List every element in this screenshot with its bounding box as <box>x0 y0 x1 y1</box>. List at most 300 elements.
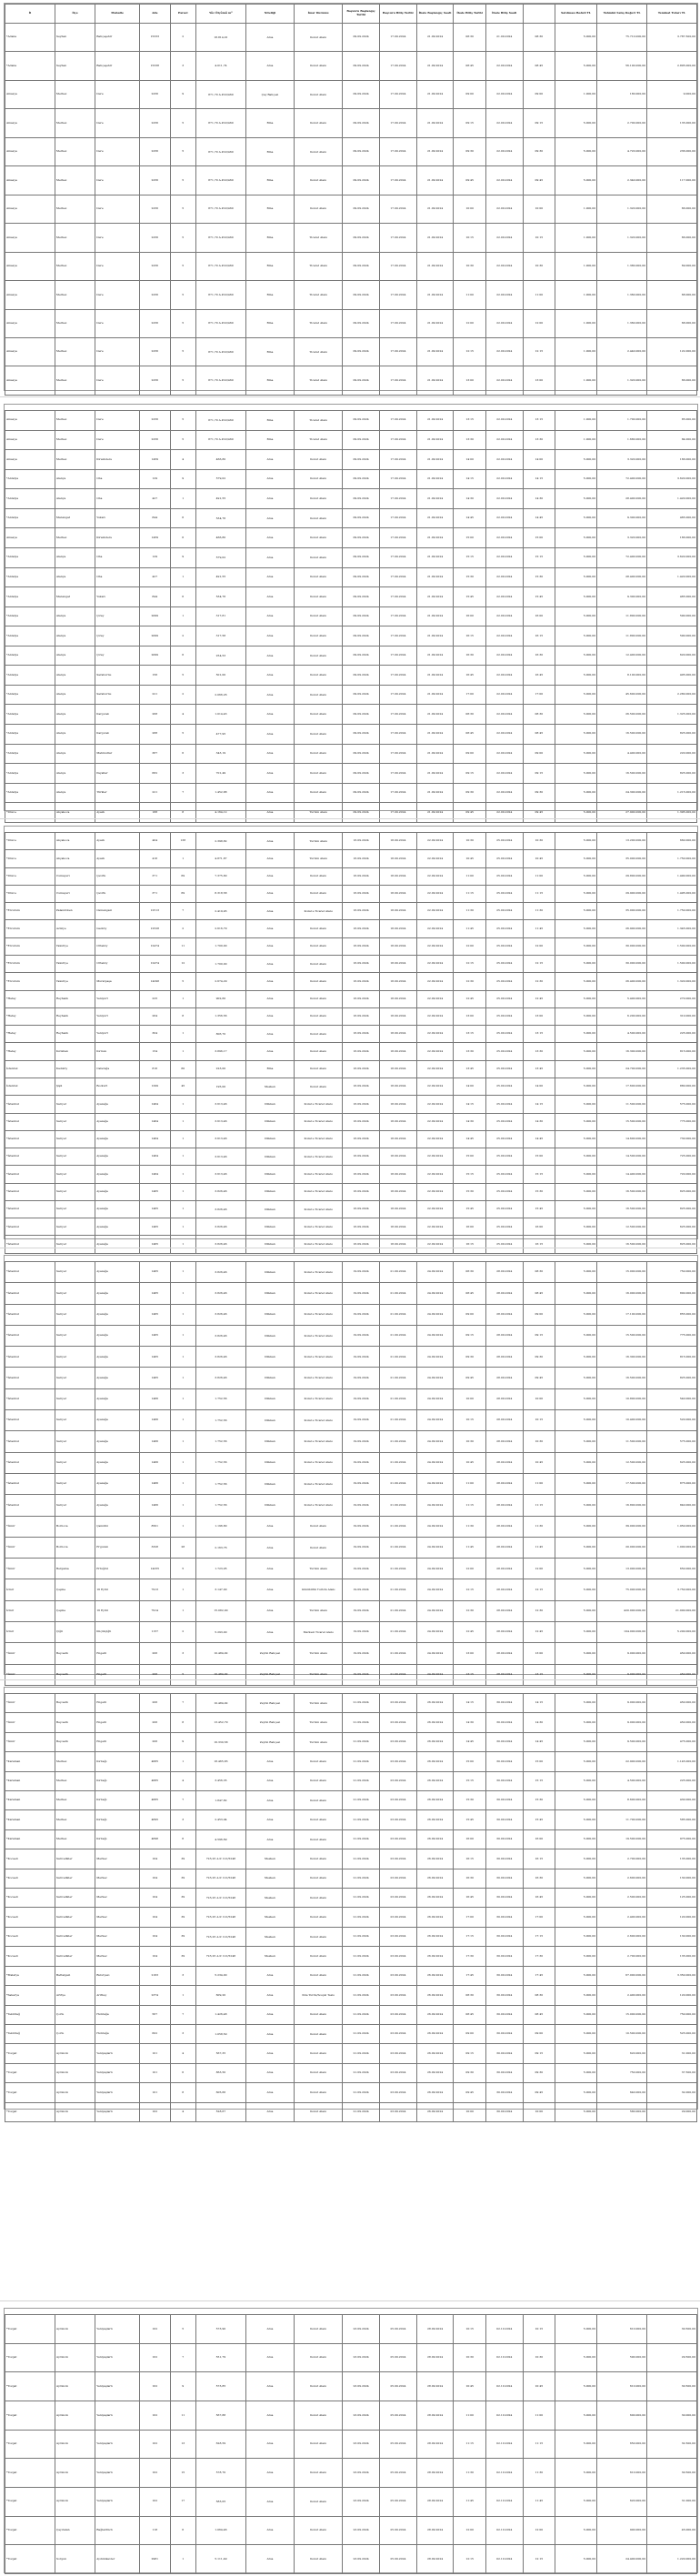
table-cell: 13:00 <box>523 1007 555 1025</box>
table-cell: 09:15 <box>523 764 555 784</box>
table-cell: 1.395.000,00 <box>647 803 697 823</box>
table-cell: 2.400.000,00 <box>597 1908 647 1927</box>
table-cell: Konut Alanı <box>295 166 343 195</box>
table-cell: Arsa <box>245 626 294 647</box>
table-cell: 13:45 <box>523 1060 555 1078</box>
table-cell: 10:30 <box>454 2343 485 2372</box>
table-cell: 16:00 <box>523 1829 555 1849</box>
table-cell: Ticaret Alanı <box>295 337 343 366</box>
table-cell: 28.09.2024 <box>485 1431 523 1452</box>
table-cell: 09.09.2024 <box>343 606 380 626</box>
table-cell: 09:00 <box>523 744 555 764</box>
table-cell: 21.09.2024 <box>379 1347 416 1368</box>
table-cell: 16.500.000,00 <box>597 764 647 784</box>
table-cell: 17.09.2024 <box>379 567 416 587</box>
table-cell: Yeniyaşlarlı <box>95 2083 140 2102</box>
table-cell: 12:15 <box>523 337 555 366</box>
table-cell: 21.09.2024 <box>416 666 454 686</box>
table-cell: 12:15 <box>454 337 485 366</box>
table-cell: 21.09.2024 <box>379 1664 416 1685</box>
table-cell: 09.09.2024 <box>343 281 380 309</box>
table-cell: Mesken <box>245 1889 294 1908</box>
table-cell: Konut Alanı <box>295 783 343 803</box>
table-cell: 11:00 <box>454 2401 485 2430</box>
table-cell: Arsa <box>245 833 294 850</box>
table-cell: 56.100.000,00 <box>597 52 647 80</box>
table-cell: 650.000,00 <box>647 1559 697 1579</box>
table-cell: 7 <box>170 2005 195 2024</box>
table-cell: *Yozgat <box>5 2343 55 2372</box>
table-cell: 12:30 <box>523 1600 555 1621</box>
table-cell: 39 <box>170 1869 195 1888</box>
table-cell: Beyoadlı <box>55 1643 95 1664</box>
table-cell: Konut Alanı <box>295 1927 343 1946</box>
table-cell: Konut Alanı <box>295 1829 343 1849</box>
table-cell: 02.10.2024 <box>485 2516 523 2545</box>
table-cell: 09:45 <box>454 166 485 195</box>
table-cell: 22.09.2024 <box>485 52 523 80</box>
table-cell: 5.000,00 <box>555 1410 597 1431</box>
table-cell: 14:30 <box>454 1713 485 1732</box>
table-cell: 3.350.000,00 <box>647 1966 697 1985</box>
table-cell: 1.000,00 <box>555 430 597 450</box>
table-cell: 30.09.2024 <box>485 1869 523 1888</box>
table-cell: Türkler <box>95 783 140 803</box>
table-cell: 21.09.2024 <box>379 1452 416 1473</box>
table-cell: 02.10.2024 <box>485 2372 523 2401</box>
table-cell: 25.09.2024 <box>485 1130 523 1148</box>
table-row <box>5 1579 697 1600</box>
table-cell: Dükkan <box>245 1113 294 1130</box>
table-cell: 16 Eylül <box>95 1600 140 1621</box>
table-cell: Çevrik <box>95 867 140 885</box>
table-cell: Hıdırağa <box>95 2005 140 2024</box>
table-cell: Turizm Alanı <box>295 1694 343 1713</box>
table-cell: Ayazağa <box>95 1495 140 1516</box>
table-cell: 21.09.2024 <box>343 1829 380 1849</box>
table-cell: 30.09.2024 <box>485 1849 523 1869</box>
table-cell: 28.09.2024 <box>416 2401 454 2430</box>
table-cell: 17.09.2024 <box>379 705 416 725</box>
table-cell: 5.000,00 <box>555 1166 597 1183</box>
table-cell: Bina <box>245 1060 294 1078</box>
column-header: İlçe <box>55 5 95 24</box>
table-cell: 24.09.2024 <box>416 1600 454 1621</box>
table-cell: 2.066,26 <box>195 685 245 705</box>
table-cell: Konut Alanı <box>295 2430 343 2459</box>
table-cell: Merkez <box>55 195 95 223</box>
table-cell: 3.750.000,00 <box>647 1579 697 1600</box>
table-cell: 264 <box>139 1007 170 1025</box>
table-cell: 22.09.2024 <box>485 252 523 280</box>
table-cell: 12:45 <box>523 1622 555 1643</box>
table-cell: 22.09.2024 <box>485 528 523 548</box>
table-cell: Arsa <box>245 2372 294 2401</box>
page-separator <box>0 396 700 397</box>
table-row <box>5 137 697 165</box>
table-cell: 590.000,00 <box>647 626 697 647</box>
table-cell: 101 <box>139 2063 170 2082</box>
table-cell: Konut Alanı <box>295 547 343 567</box>
table-cell: 11:00 <box>523 2401 555 2430</box>
table-row <box>5 764 697 784</box>
table-cell: 5.200.000,00 <box>647 1622 697 1643</box>
table-cell: 02.10.2024 <box>485 2430 523 2459</box>
table-cell: Merkez <box>55 411 95 431</box>
table-cell: 1.000,00 <box>555 195 597 223</box>
table-cell: 1 <box>170 1495 195 1516</box>
table-cell: Alanya <box>55 547 95 567</box>
table-cell: Alanya <box>55 469 95 489</box>
table-cell: 4685 <box>139 1771 170 1790</box>
table-cell: Turizm Alanı <box>295 850 343 867</box>
table-cell: 206 <box>139 1664 170 1685</box>
table-cell: 17.09.2024 <box>379 195 416 223</box>
table-cell: 28.09.2024 <box>485 1347 523 1368</box>
table-cell: *Hatay <box>5 990 55 1007</box>
table-cell: 236.000,00 <box>647 137 697 165</box>
table-cell: 825.000,00 <box>647 1368 697 1388</box>
table-cell: 84.000,00 <box>647 430 697 450</box>
table-cell: 23.09.2024 <box>379 2102 416 2121</box>
table-cell: 22.09.2024 <box>485 547 523 567</box>
table-cell: 156 <box>139 666 170 686</box>
table-cell: 19.09.2024 <box>343 1622 380 1643</box>
table-cell: 21.09.2024 <box>416 764 454 784</box>
table-cell: 1.000,00 <box>555 411 597 431</box>
table-cell: 102 <box>139 2487 170 2516</box>
table-cell: Dükkan <box>245 1368 294 1388</box>
table-row <box>5 2401 697 2430</box>
table-cell: 2256 <box>139 137 170 165</box>
table-cell: 5.000,00 <box>555 2315 597 2344</box>
table-cell: 21.09.2024 <box>343 1732 380 1751</box>
table-cell: Ayazlı <box>95 833 140 850</box>
table-cell: 1 <box>170 1368 195 1388</box>
table-cell: Zeytin Bahçesi <box>245 1694 294 1713</box>
table-row <box>5 195 697 223</box>
table-cell: 10:15 <box>523 224 555 252</box>
table-cell: 24.700.000,00 <box>597 1060 647 1078</box>
table-cell: 09:30 <box>454 2063 485 2082</box>
table-cell: 30.09.2024 <box>485 1810 523 1829</box>
table-row <box>5 1829 697 1849</box>
table-cell: Çiğli <box>55 1622 95 1643</box>
table-cell: Kirazlıdere <box>95 528 140 548</box>
table-cell: Konut+Ticaret Alanı <box>295 1347 343 1368</box>
table-cell: 2981 <box>139 2545 170 2574</box>
table-row <box>5 885 697 902</box>
table-cell: Kırbağı <box>95 1829 140 1849</box>
table-row <box>5 2430 697 2459</box>
table-cell: Konut+Ticaret Alanı <box>295 1113 343 1130</box>
table-cell: 10:45 <box>523 850 555 867</box>
table-cell: 17.09.2024 <box>379 252 416 280</box>
table-cell: 5.000,00 <box>555 666 597 686</box>
table-cell: 09.09.2024 <box>343 366 380 395</box>
table-cell: *İstanbul <box>5 1262 55 1283</box>
table-cell: 15333 <box>139 24 170 52</box>
table-cell: 871,70 A.P.22/460 <box>195 80 245 108</box>
table-cell: Sarıyer <box>55 1473 95 1494</box>
table-cell: 6 <box>170 528 195 548</box>
table-cell: 863,50 <box>195 2063 245 2082</box>
table-cell: *Malatya <box>5 1966 55 1985</box>
table-cell: Konut Alanı <box>295 2343 343 2372</box>
table-cell: 66.000,00 <box>647 195 697 223</box>
table-cell: Konut Alanı <box>295 2516 343 2545</box>
table-cell: 220.000,00 <box>647 744 697 764</box>
table-row <box>5 2005 697 2024</box>
table-cell: 1459 <box>139 450 170 470</box>
table-cell: 723,25 A.P. 121/5248 <box>195 1947 245 1966</box>
table-cell: 09.09.2024 <box>343 646 380 666</box>
table-cell: 13:00 <box>454 366 485 395</box>
table-cell: 5.000,00 <box>555 2401 597 2430</box>
table-row <box>5 2487 697 2516</box>
table-cell: 975.000,00 <box>647 1829 697 1849</box>
table-cell: 22.09.2024 <box>485 430 523 450</box>
table-cell: 11:30 <box>454 1516 485 1537</box>
table-cell: 2.805.000,00 <box>647 52 697 80</box>
table-cell: Dükkan <box>245 1495 294 1516</box>
table-cell: 16.09.2024 <box>343 1043 380 1060</box>
table-cell: 1.420.000,00 <box>647 489 697 509</box>
table-cell: 5.000,00 <box>555 1148 597 1166</box>
table-cell: 21.09.2024 <box>343 1810 380 1829</box>
table-cell: Dere <box>95 109 140 137</box>
table-cell: 21.09.2024 <box>343 1771 380 1790</box>
table-cell: Merkez <box>55 1791 95 1810</box>
table-cell: 750.000,00 <box>647 1262 697 1283</box>
table-cell: 22.09.2024 <box>485 666 523 686</box>
table-cell: 09.09.2024 <box>343 469 380 489</box>
table-cell: Konut Alanı <box>295 2083 343 2102</box>
table-cell: 09.09.2024 <box>343 109 380 137</box>
table-cell: 09:30 <box>523 137 555 165</box>
table-cell: 2.600.000,00 <box>597 1869 647 1888</box>
table-cell: 18.09.2024 <box>379 903 416 920</box>
table-cell: 5 <box>170 137 195 165</box>
table-cell: 30.000,00 <box>647 2401 697 2430</box>
table-cell: 6 <box>170 2063 195 2082</box>
table-cell: Akçakoca <box>55 803 95 823</box>
table-cell: 09.09.2024 <box>343 547 380 567</box>
table-cell: Arsa <box>245 2401 294 2430</box>
column-header <box>523 5 555 24</box>
table-cell: 08:30 <box>523 705 555 725</box>
table-row <box>5 2343 697 2372</box>
table-cell: Merkez <box>55 166 95 195</box>
table-cell: Konut Alanı <box>295 1889 343 1908</box>
table-cell: 288 <box>139 725 170 745</box>
table-cell: 72.400.000,00 <box>597 547 647 567</box>
table-cell: *Düzce <box>5 850 55 867</box>
table-cell: 2.700.000,00 <box>597 1947 647 1966</box>
table-cell: Konut+Ticaret Alanı <box>295 1130 343 1148</box>
table-cell: 5.000,00 <box>555 973 597 990</box>
table-cell: 22.09.2024 <box>416 850 454 867</box>
table-cell: Bozkurt <box>95 1078 140 1095</box>
table-cell: 14:45 <box>454 1732 485 1751</box>
table-cell: Alanya <box>55 626 95 647</box>
table-cell: 23.09.2024 <box>379 2083 416 2102</box>
table-cell: 5.000,00 <box>555 24 597 52</box>
table-cell: 17:00 <box>454 1908 485 1927</box>
table-cell: 17.09.2024 <box>379 547 416 567</box>
column-header: Teminat Tutarı TL <box>647 5 697 24</box>
table-cell: Arsa <box>245 937 294 955</box>
table-cell: Ayazağa <box>95 1218 140 1236</box>
table-cell: 22.09.2024 <box>485 783 523 803</box>
table-cell: 12:30 <box>454 973 485 990</box>
table-cell: 24.09.2024 <box>416 1262 454 1283</box>
document-page <box>4 1255 698 1675</box>
table-cell: 25.09.2024 <box>485 1200 523 1218</box>
table-cell: 825.000,00 <box>647 1236 697 1253</box>
table-cell: 12:30 <box>523 973 555 990</box>
table-cell: 13:15 <box>454 1026 485 1043</box>
table-cell: 10.484,92 <box>195 1664 245 1685</box>
table-cell: *Düzce <box>5 867 55 885</box>
table-cell: İzmir <box>5 1579 55 1600</box>
table-cell: Alanya <box>55 646 95 666</box>
table-cell: Cumayeri <box>55 867 95 885</box>
table-cell: *Kocaeli <box>5 1908 55 1927</box>
table-cell: 1465 <box>139 1368 170 1388</box>
table-cell: 11 <box>170 2401 195 2430</box>
table-cell: 1 <box>170 1218 195 1236</box>
table-cell: 5.000,00 <box>555 1060 597 1078</box>
table-cell: 5.000,00 <box>555 1516 597 1537</box>
table-cell: 22.09.2024 <box>416 937 454 955</box>
table-cell: 750.000,00 <box>597 2063 647 2082</box>
table-cell: 1464 <box>139 1130 170 1148</box>
table-cell: 28.09.2024 <box>485 1388 523 1409</box>
table-cell: 24.09.2024 <box>416 1368 454 1388</box>
table-cell: 871,70 A.P.22/460 <box>195 430 245 450</box>
table-cell: 30.09.2024 <box>485 2083 523 2102</box>
table-cell: *İzmir <box>5 1516 55 1537</box>
table-row <box>5 1732 697 1751</box>
table-cell: 16.09.2024 <box>343 920 380 937</box>
table-cell: Merkez <box>55 252 95 280</box>
table-cell: 7 <box>170 1694 195 1713</box>
table-cell: 21.09.2024 <box>343 2083 380 2102</box>
tender-table <box>5 410 697 823</box>
table-row <box>5 508 697 528</box>
table-cell: 28.09.2024 <box>485 1368 523 1388</box>
table-cell: Sarıvelikler <box>55 1869 95 1888</box>
table-cell: 09:15 <box>454 2044 485 2063</box>
table-cell: 1.420.000,00 <box>647 567 697 587</box>
table-cell: 39.000.000,00 <box>597 1516 647 1537</box>
table-cell: 26.09.2024 <box>416 1752 454 1771</box>
table-cell: 723,25 A.P. 121/5248 <box>195 1889 245 1908</box>
table-cell: 5.000,00 <box>555 937 597 955</box>
table-cell: 9.000.000,00 <box>597 1713 647 1732</box>
table-cell: 2256 <box>139 195 170 223</box>
column-header: Yüz Ölçümü m² <box>195 5 245 24</box>
table-cell: 21.09.2024 <box>343 1927 380 1946</box>
table-row <box>5 80 697 108</box>
table-cell: 1 <box>170 1130 195 1148</box>
table-cell: Beyoadlı <box>55 1732 95 1751</box>
table-cell: 1 <box>170 1579 195 1600</box>
table-cell: 1.700,00 <box>195 937 245 955</box>
table-cell: 5.000,00 <box>555 744 597 764</box>
table-cell: 09.09.2024 <box>343 309 380 337</box>
table-cell: 19.09.2024 <box>343 1388 380 1409</box>
table-cell: Merkez <box>55 1810 95 1829</box>
table-cell: Arsa <box>245 1810 294 1829</box>
table-cell: 09.09.2024 <box>343 567 380 587</box>
table-cell: Arsa <box>245 2083 294 2102</box>
table-cell: 16.300.000,00 <box>597 1347 647 1368</box>
table-cell: 640.000,00 <box>597 2083 647 2102</box>
table-cell: 68.000,00 <box>647 281 697 309</box>
table-cell: Zeytin Bahçesi <box>245 1732 294 1751</box>
table-cell: Ayazağa <box>95 1347 140 1368</box>
table-cell: 125.000,00 <box>647 1889 697 1908</box>
table-cell: 16.09.2024 <box>343 850 380 867</box>
table-cell: Merkez <box>55 430 95 450</box>
table-cell: 21.09.2024 <box>343 2044 380 2063</box>
table-cell: 17:15 <box>523 1927 555 1946</box>
table-cell: *İstanbul <box>5 1325 55 1346</box>
table-cell: 02.10.2024 <box>485 2459 523 2488</box>
table-cell: 5.000,00 <box>555 990 597 1007</box>
table-cell: 17:30 <box>454 1947 485 1966</box>
table-cell: *İstanbul <box>5 1183 55 1200</box>
table-cell: Arsa <box>245 1986 294 2005</box>
table-row <box>5 281 697 309</box>
table-cell: Aziziye <box>55 920 95 937</box>
table-cell: 16.800.000,00 <box>597 1495 647 1516</box>
table-cell: 25.09.2024 <box>485 1183 523 1200</box>
table-cell: 871,70 A.P.22/460 <box>195 109 245 137</box>
table-cell: 5.000,00 <box>555 2545 597 2574</box>
table-cell: 1466 <box>139 1431 170 1452</box>
table-cell: 17.09.2024 <box>379 764 416 784</box>
table-cell: 22.09.2024 <box>416 1218 454 1236</box>
table-cell: Konut Alanı <box>295 1078 343 1095</box>
table-cell: 25.09.2024 <box>379 2315 416 2344</box>
table-cell: 25.09.2024 <box>485 1096 523 1113</box>
table-cell: 1.752,56 <box>195 1431 245 1452</box>
table-cell: Konut Alanı <box>295 744 343 764</box>
table-cell: 9 <box>170 547 195 567</box>
table-cell: 4 <box>170 450 195 470</box>
table-cell: Battalgazi <box>55 1966 95 1985</box>
table-cell: 10:00 <box>523 1388 555 1409</box>
table-cell: 602 <box>139 2024 170 2043</box>
table-cell: 17.09.2024 <box>379 137 416 165</box>
table-cell: 5.000,00 <box>555 2005 597 2024</box>
table-cell: *Kocaeli <box>5 1947 55 1966</box>
table-cell: 844 <box>139 508 170 528</box>
table-cell: 2099 <box>139 626 170 647</box>
table-cell: 1 <box>170 1183 195 1200</box>
table-cell: 15:30 <box>454 567 485 587</box>
table-cell: 5.000,00 <box>555 1559 597 1579</box>
table-cell: 5 <box>170 725 195 745</box>
table-cell: 12:15 <box>454 1579 485 1600</box>
table-cell: 775.000,00 <box>647 1113 697 1130</box>
table-cell: 16:45 <box>454 1889 485 1908</box>
table-cell: 23.09.2024 <box>379 1966 416 1985</box>
table-cell: Konut Alanı <box>295 469 343 489</box>
